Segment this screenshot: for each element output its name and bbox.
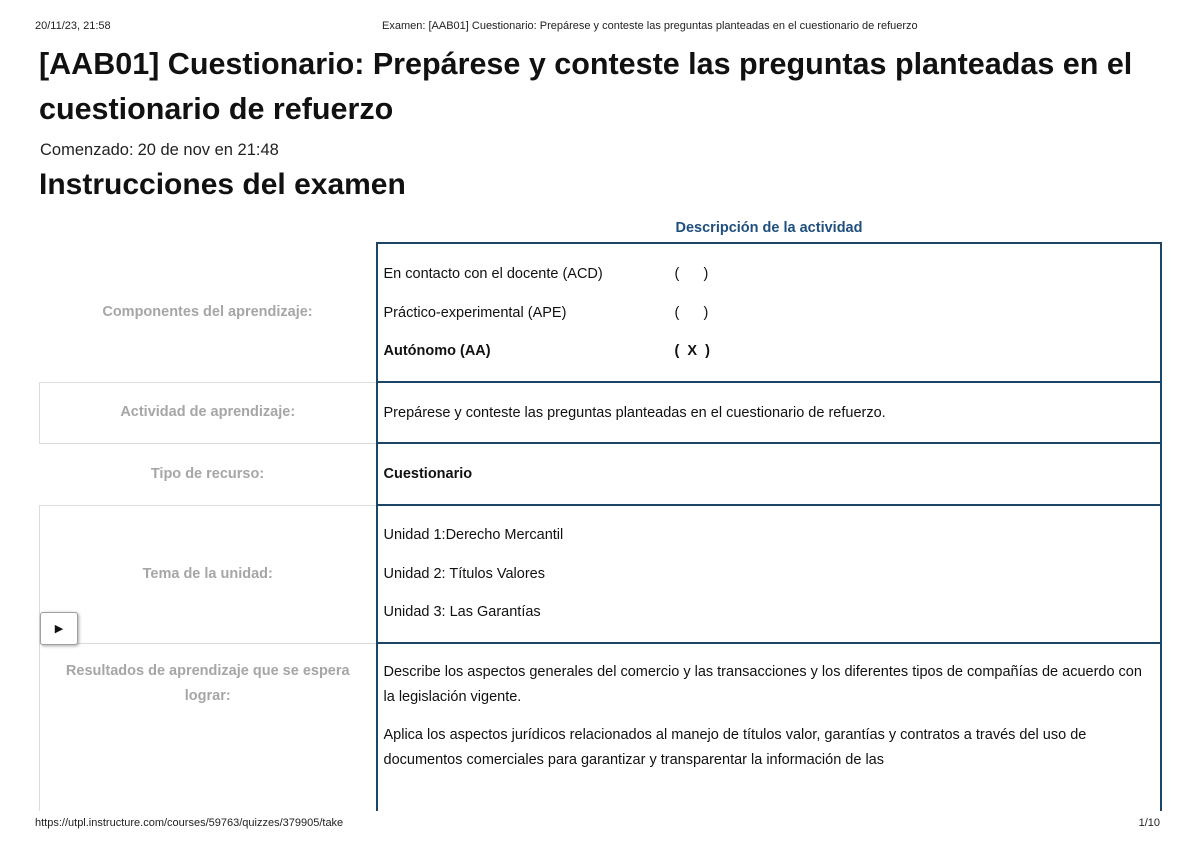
result-paragraph: Describe los aspectos generales del comercio y las transacciones y los diferentes tipos de compañías de acuerdo con la legislación vigente. <box>383 664 1142 705</box>
component-name: Práctico-experimental (APE) <box>383 304 567 321</box>
activity-row <box>40 382 1162 443</box>
component-name: En contacto con el docente (ACD) <box>383 265 603 282</box>
print-datetime: 20/11/23, 21:58 <box>35 20 111 32</box>
results-row <box>40 643 1162 811</box>
page-title: [AAB01] Cuestionario: Prepárese y conteste las preguntas planteadas en el cuestionario de refuerzo <box>39 47 1133 126</box>
unit-topic-row <box>40 505 1162 643</box>
print-url: https://utpl.instructure.com/courses/59763/quizzes/379905/take <box>35 817 344 829</box>
component-mark: ( X ) <box>674 343 710 360</box>
component-item-selected <box>384 332 1155 371</box>
components-label: Componentes del aprendizaje: <box>40 243 377 382</box>
started-label: Comenzado: <box>40 141 134 159</box>
components-value <box>377 243 1162 382</box>
unit-item: Unidad 2: Títulos Valores <box>383 565 545 582</box>
component-name: Autónomo (AA) <box>383 343 491 360</box>
component-item <box>384 293 1155 332</box>
activity-label: Actividad de aprendizaje: <box>40 382 377 443</box>
started-info <box>40 141 279 160</box>
play-icon: ▶ <box>54 623 64 635</box>
unit-topic-label: Tema de la unidad: <box>40 505 377 643</box>
print-document-title: Examen: [AAB01] Cuestionario: Prepárese y conteste las preguntas planteadas en el cuestionario de refuerzo <box>382 20 918 32</box>
components-row <box>40 243 1162 382</box>
results-label: Resultados de aprendizaje que se espera lograr: <box>40 643 377 811</box>
page-number: 1/10 <box>1138 817 1160 829</box>
unit-topic-value <box>377 505 1162 643</box>
started-value: 20 de nov en 21:48 <box>137 141 279 159</box>
component-mark: ( ) <box>674 265 709 282</box>
result-paragraph: Aplica los aspectos jurídicos relacionados al manejo de títulos valor, garantías y contratos a través del uso de documentos comerciales para garantizar y transparentar la información de las <box>383 727 1087 768</box>
resource-type-value: Cuestionario <box>377 443 1162 505</box>
component-mark: ( ) <box>674 304 709 321</box>
unit-item: Unidad 1:Derecho Mercantil <box>383 527 564 544</box>
instructions-heading: Instrucciones del examen <box>39 168 406 201</box>
table-caption: Descripción de la actividad <box>675 220 863 236</box>
activity-description-table <box>39 242 1162 811</box>
activity-value: Prepárese y conteste las preguntas planteadas en el cuestionario de refuerzo. <box>377 382 1162 443</box>
results-value <box>377 643 1162 811</box>
unit-item: Unidad 3: Las Garantías <box>383 604 541 621</box>
play-button[interactable] <box>40 612 78 645</box>
resource-type-label: Tipo de recurso: <box>40 443 377 505</box>
resource-type-row <box>40 443 1162 505</box>
component-item <box>384 255 1155 294</box>
